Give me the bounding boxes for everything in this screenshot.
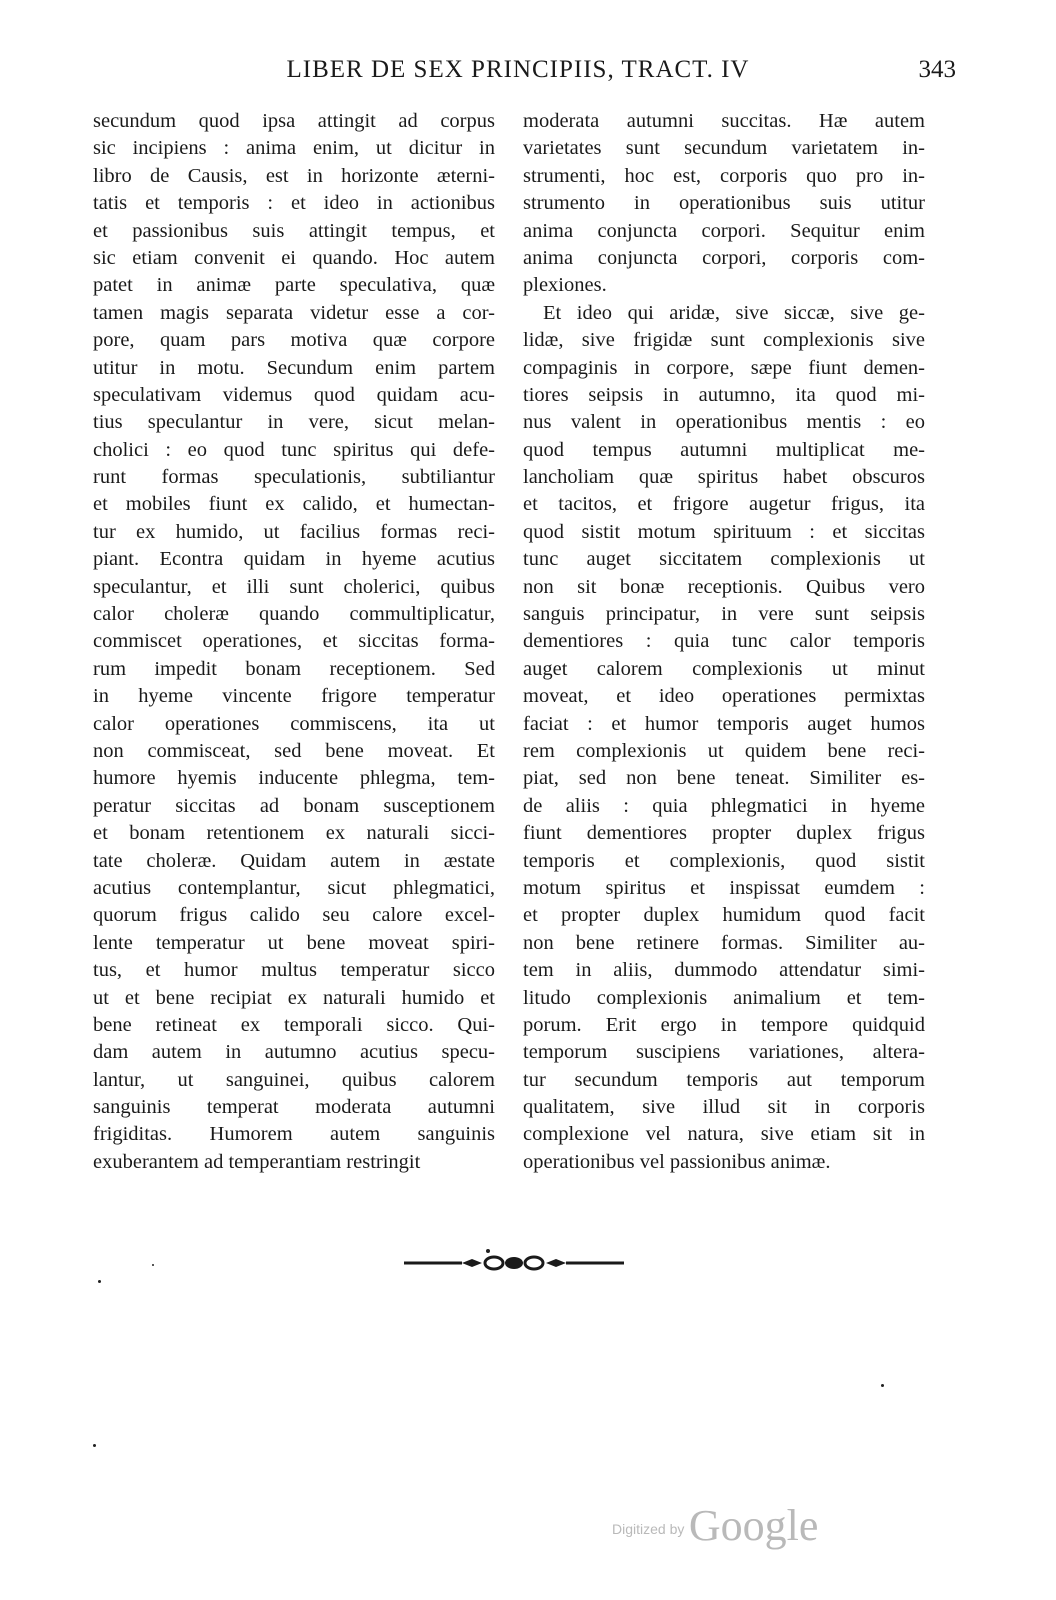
text-line: moveat, et ideo operationes permixtas — [523, 685, 925, 708]
text-line: dementiores : quia tunc calor temporis — [523, 630, 925, 653]
text-line: litudo complexionis animalium et tem- — [523, 986, 925, 1009]
text-line: frigiditas. Humorem autem sanguinis — [93, 1123, 495, 1146]
right-text-column — [523, 108, 925, 1176]
text-line: commiscet operationes, et siccitas forma- — [93, 630, 495, 653]
text-line: faciat : et humor temporis auget humos — [523, 712, 925, 735]
text-line: sic incipiens : anima enim, ut dicitur in — [93, 137, 495, 160]
text-line: pore, quam pars motiva quæ corpore — [93, 329, 495, 352]
text-line: tiores seipsis in autumno, ita quod mi- — [523, 383, 925, 406]
text-line: libro de Causis, est in horizonte æterni- — [93, 164, 495, 187]
text-line: quorum frigus calido seu calore excel- — [93, 904, 495, 927]
speck-mark — [93, 1444, 96, 1447]
text-line: in hyeme vincente frigore temperatur — [93, 685, 495, 708]
text-line: moderata autumni succitas. Hæ autem — [523, 110, 925, 132]
text-line: tamen magis separata videtur esse a cor- — [93, 301, 495, 324]
text-line: exuberantem ad temperantiam restringit — [93, 1150, 421, 1173]
text-line: cholici : eo quod tunc spiritus qui defe- — [93, 438, 495, 461]
text-line: non bene retinere formas. Similiter au- — [523, 931, 925, 954]
text-line: auget calorem complexionis ut minut — [523, 657, 925, 680]
text-line: qualitatem, sive illud sit in corporis — [523, 1096, 925, 1119]
text-line: fiunt dementiores propter duplex frigus — [523, 822, 925, 845]
text-line: et tacitos, et frigore augetur frigus, ita — [523, 493, 925, 516]
text-line: peratur siccitas ad bonam susceptionem — [93, 794, 495, 817]
page-number: 343 — [918, 56, 956, 83]
text-line: calor choleræ quando commultiplicatur, — [93, 603, 495, 626]
text-line: runt formas speculationis, subtiliantur — [93, 466, 495, 489]
text-line: tatis et temporis : et ideo in actionibus — [93, 192, 495, 215]
text-line: sic etiam convenit ei quando. Hoc autem — [93, 246, 495, 269]
text-line: dam autem in autumno acutius specu- — [93, 1041, 495, 1064]
google-logo: Google — [688, 1501, 819, 1550]
text-line: anima conjuncta corpori, corporis com- — [523, 246, 925, 269]
text-line: non commisceat, sed bene moveat. Et — [93, 739, 495, 762]
text-line: operationibus vel passionibus animæ. — [523, 1150, 831, 1173]
text-line: utitur in motu. Secundum enim partem — [93, 356, 495, 379]
speck-mark — [152, 1264, 154, 1266]
text-line: tus, et humor multus temperatur sicco — [93, 959, 495, 982]
text-line: tunc auget siccitatem complexionis ut — [523, 548, 925, 571]
text-line: speculativam videmus quod quidam acu- — [93, 383, 495, 406]
end-ornament — [404, 1253, 624, 1278]
text-line: et propter duplex humidum quod facit — [523, 904, 925, 927]
text-line: quod sistit motum spirituum : et siccitas — [523, 520, 925, 543]
text-line: speculantur, et illi sunt cholerici, quibus — [93, 575, 495, 598]
watermark-prefix: Digitized by — [612, 1521, 685, 1537]
text-line: et passionibus suis attingit tempus, et — [93, 219, 495, 242]
text-line: anima conjuncta corpori. Sequitur enim — [523, 219, 925, 242]
left-text-column — [93, 108, 495, 1176]
text-line: piat, sed non bene teneat. Similiter es- — [523, 767, 925, 790]
text-line: rem complexionis ut quidem bene reci- — [523, 739, 925, 762]
text-line: ut et bene recipiat ex naturali humido et — [93, 986, 495, 1009]
text-line: tius speculantur in vere, sicut melan- — [93, 411, 495, 434]
text-line: varietates sunt secundum varietatem in- — [523, 137, 925, 160]
text-line: porum. Erit ergo in tempore quidquid — [523, 1013, 925, 1036]
text-line: secundum quod ipsa attingit ad corpus — [93, 110, 495, 132]
text-line: et bonam retentionem ex naturali sicci- — [93, 822, 495, 845]
text-line: patet in animæ parte speculativa, quæ — [93, 274, 495, 297]
text-line: sanguis principatur, in vere sunt seipsis — [523, 603, 925, 626]
text-line: complexione vel natura, sive etiam sit in — [523, 1123, 925, 1146]
text-line: strumenti, hoc est, corporis quo pro in- — [523, 164, 925, 187]
text-line: piant. Econtra quidam in hyeme acutius — [93, 548, 495, 571]
text-line: temporis et complexionis, quod sistit — [523, 849, 925, 872]
text-line: non sit bonæ receptionis. Quibus vero — [523, 575, 925, 598]
text-line: sanguinis temperat moderata autumni — [93, 1096, 495, 1119]
text-line: strumento in operationibus suis utitur — [523, 192, 925, 215]
speck-mark — [881, 1384, 884, 1387]
text-line: tur secundum temporis aut temporum — [523, 1068, 925, 1091]
text-line: tur ex humido, ut facilius formas reci- — [93, 520, 495, 543]
text-line: humore hyemis inducente phlegma, tem- — [93, 767, 495, 790]
text-line: rum impedit bonam receptionem. Sed — [93, 657, 495, 680]
text-line: acutius contemplantur, sicut phlegmatici, — [93, 876, 495, 899]
text-line: lidæ, sive frigidæ sunt complexionis sive — [523, 329, 925, 352]
text-line: Et ideo qui aridæ, sive siccæ, sive ge- — [543, 301, 925, 324]
text-line: nus valent in operationibus mentis : eo — [523, 411, 925, 434]
text-line: tem in aliis, dummodo attendatur simi- — [523, 959, 925, 982]
text-line: de aliis : quia phlegmatici in hyeme — [523, 794, 925, 817]
text-line: lantur, ut sanguinei, quibus calorem — [93, 1068, 495, 1091]
text-line: lancholiam quæ spiritus habet obscuros — [523, 466, 925, 489]
text-line: compaginis in corpore, sæpe fiunt demen- — [523, 356, 925, 379]
text-line: calor operationes commiscens, ita ut — [93, 712, 495, 735]
digitized-watermark — [612, 1500, 818, 1551]
speck-mark — [98, 1280, 101, 1283]
text-line: tate choleræ. Quidam autem in æstate — [93, 849, 495, 872]
text-line: motum spiritus et inspissat eumdem : — [523, 876, 925, 899]
text-line: plexiones. — [523, 274, 607, 297]
running-head: LIBER DE SEX PRINCIPIIS, TRACT. IV — [286, 56, 750, 83]
text-line: quod tempus autumni multiplicat me- — [523, 438, 925, 461]
text-line: bene retineat ex temporali sicco. Qui- — [93, 1013, 495, 1036]
text-line: et mobiles fiunt ex calido, et humectan- — [93, 493, 495, 516]
text-line: lente temperatur ut bene moveat spiri- — [93, 931, 495, 954]
text-line: temporum suscipiens variationes, altera- — [523, 1041, 925, 1064]
